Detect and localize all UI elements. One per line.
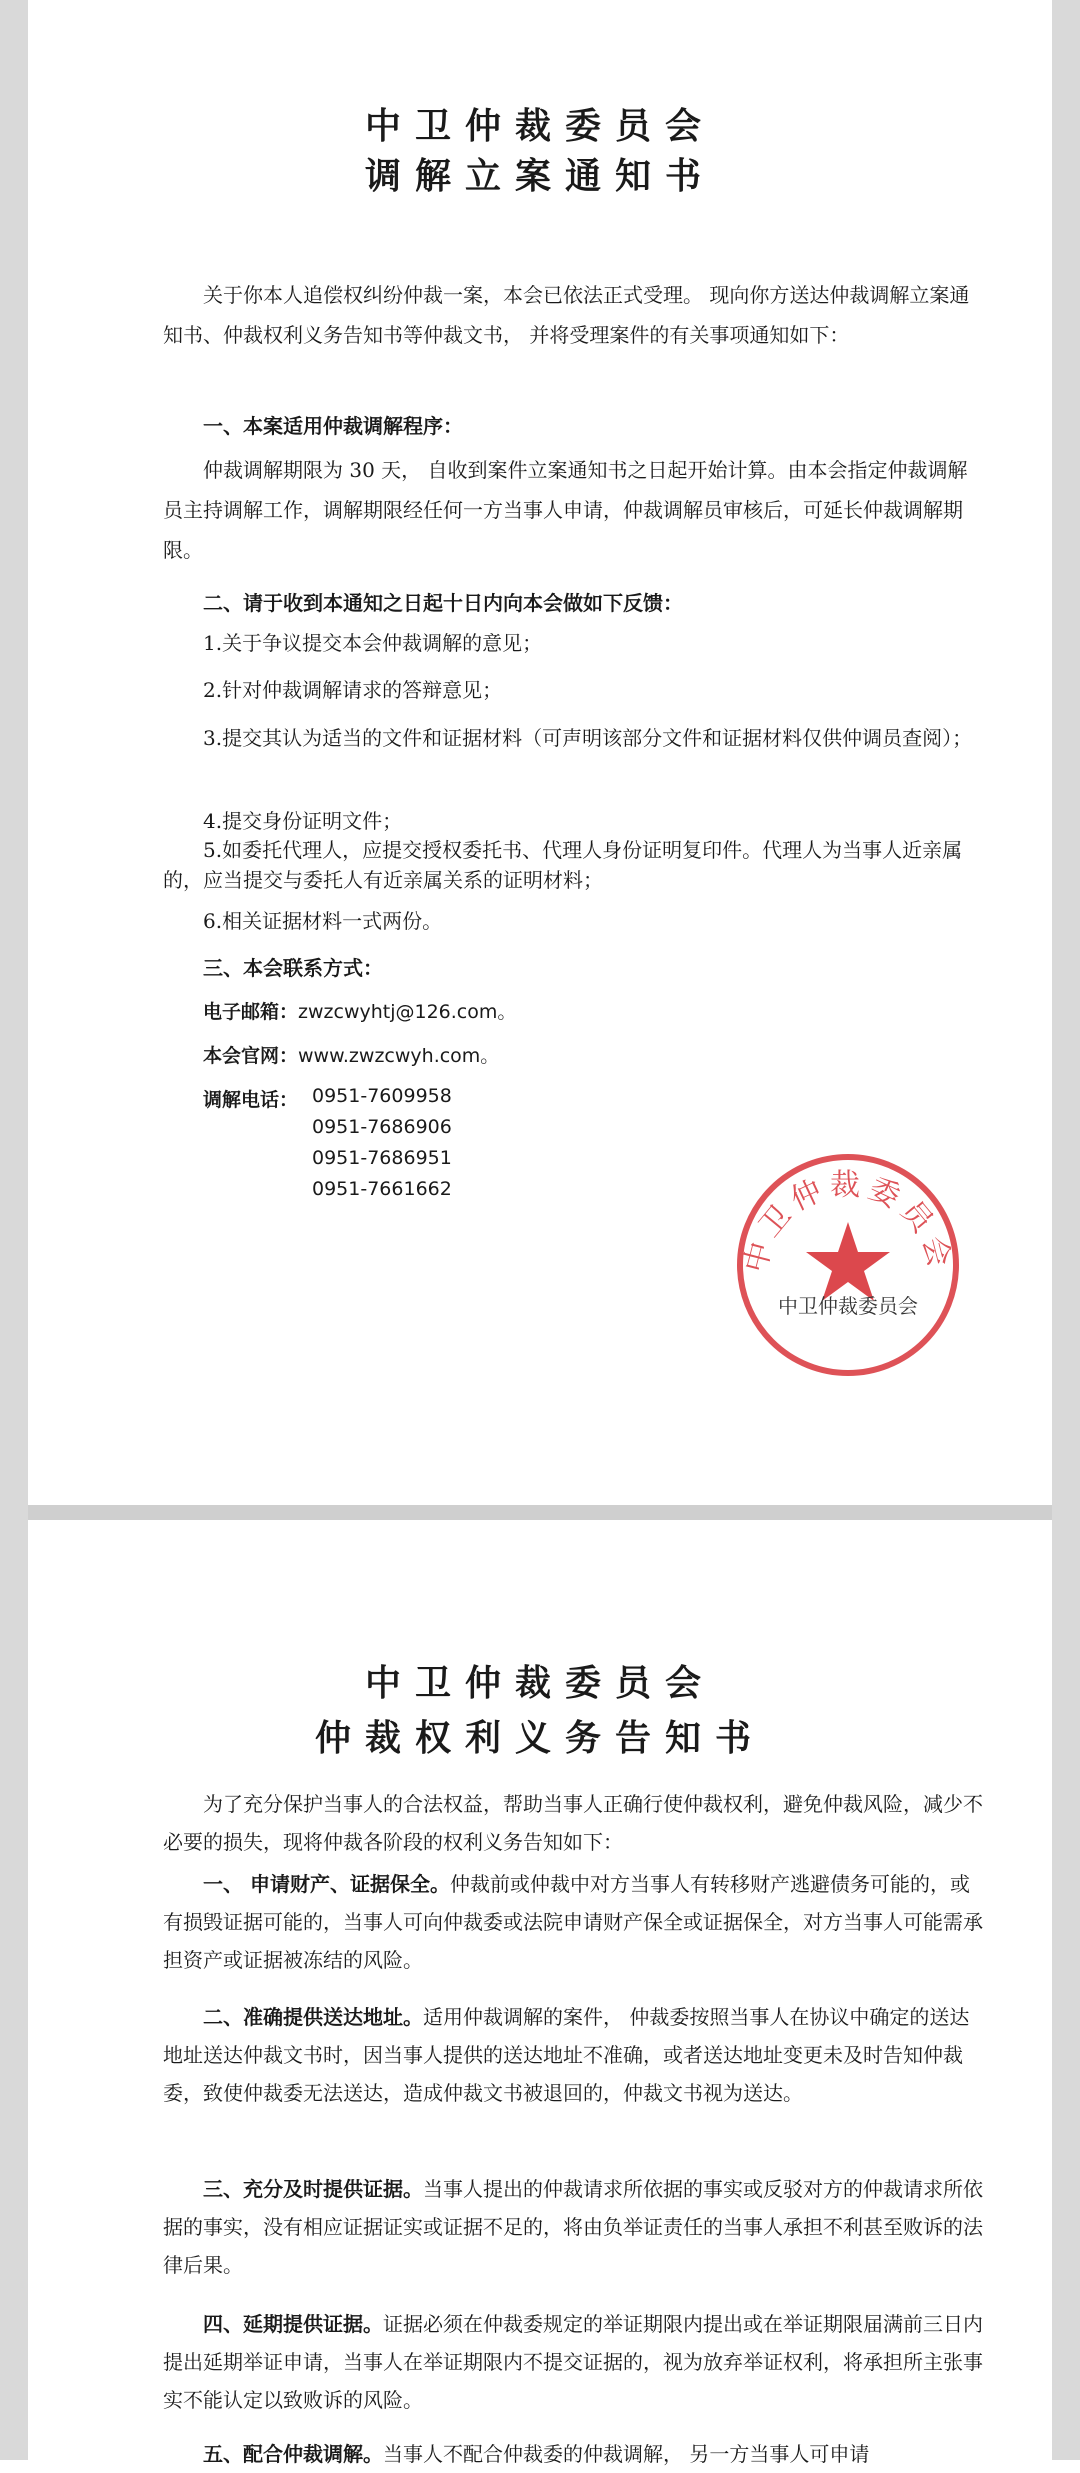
- page-divider: [28, 1505, 1052, 1520]
- list-item: 2.针对仲裁调解请求的答辩意见；: [203, 678, 503, 702]
- p1-body: 仲裁前或仲裁中对方当事人有转移财产逃避债务可能的，或有损毁证据可能的，当事人可向仲裁委或法院申请财产保全或证据保全，对方当事人可能需承担资产或证据被冻结的风险。: [163, 1872, 983, 1972]
- list-item: 6.相关证据材料一式两份。: [203, 909, 443, 933]
- right-margin: [1052, 0, 1080, 2460]
- official-seal-icon: [733, 1150, 963, 1380]
- section1-heading: 一、本案适用仲裁调解程序：: [203, 414, 463, 438]
- phone-label: [203, 1085, 298, 1112]
- page2-title-line2: 仲裁权利义务告知书: [314, 1717, 765, 1759]
- phone-number: 0951-7661662: [312, 1178, 452, 1200]
- p5-body: 当事人不配合仲裁委的仲裁调解， 另一方当事人可申请: [383, 2442, 870, 2466]
- p1-heading: 一、 申请财产、证据保全。: [203, 1872, 450, 1896]
- list-item: 5.如委托代理人，应提交授权委托书、代理人身份证明复印件。代理人为当事人近亲属的，应当提交与委托人有近亲属关系的证明材料；: [163, 838, 963, 892]
- list-item: 3.提交其认为适当的文件和证据材料（可声明该部分文件和证据材料仅供仲调员查阅）；: [203, 726, 973, 750]
- p4-heading: 四、延期提供证据。: [203, 2312, 383, 2336]
- p2-body: 适用仲裁调解的案件， 仲裁委按照当事人在协议中确定的送达地址送达仲裁文书时，因当事人提供的送达地址不准确，或者送达地址变更未及时告知仲裁委，致使仲裁委无法送达，造成仲裁文书被退回的，仲裁文书视为送达。: [163, 2005, 970, 2105]
- section2-heading: 二、请于收到本通知之日起十日内向本会做如下反馈：: [203, 591, 683, 615]
- p3-body: 当事人提出的仲裁请求所依据的事实或反驳对方的仲裁请求所依据的事实，没有相应证据证实或证据不足的，将由负举证责任的当事人承担不利甚至败诉的法律后果。: [163, 2177, 983, 2277]
- page2-intro: 为了充分保护当事人的合法权益，帮助当事人正确行使仲裁权利，避免仲裁风险，减少不必要的损失，现将仲裁各阶段的权利义务告知如下：: [163, 1792, 983, 1854]
- page2-title-line1: 中卫仲裁委员会: [364, 1662, 715, 1704]
- phone-number: 0951-7686951: [312, 1147, 452, 1169]
- rights-paragraph-2: [163, 1998, 983, 2112]
- phone-number: 0951-7609958: [312, 1085, 452, 1107]
- page1-title-line1: 中卫仲裁委员会: [364, 105, 715, 147]
- website-link[interactable]: www.zwzcwyh.com。: [298, 1045, 500, 1067]
- email-label: 电子邮箱：: [203, 1001, 299, 1023]
- section3-heading: 三、本会联系方式：: [203, 956, 383, 980]
- rights-paragraph-3: [163, 2170, 983, 2284]
- p4-body: 证据必须在仲裁委规定的举证期限内提出或在举证期限届满前三日内提出延期举证申请，当事人在举证期限内不提交证据的，视为放弃举证权利，将承担所主张事实不能认定以致败诉的风险。: [163, 2312, 983, 2412]
- page1-intro: 关于你本人追偿权纠纷仲裁一案，本会已依法正式受理。 现向你方送达仲裁调解立案通知书、仲裁权利义务告知书等仲裁文书， 并将受理案件的有关事项通知如下：: [163, 283, 970, 347]
- left-margin: [0, 0, 28, 2460]
- seal-text: 中卫仲裁委员会: [737, 1168, 959, 1277]
- website-row: [203, 1041, 499, 1068]
- rights-page: [28, 1520, 1052, 2466]
- list-item: 1.关于争议提交本会仲裁调解的意见；: [203, 631, 543, 655]
- section1-body: 仲裁调解期限为 30 天， 自收到案件立案通知书之日起开始计算。由本会指定仲裁调解员主持调解工作，调解期限经任何一方当事人申请，仲裁调解员审核后，可延长仲裁调解期限。: [163, 458, 968, 562]
- rights-paragraph-5: [163, 2435, 983, 2473]
- notice-page: [28, 0, 1052, 1505]
- page1-title-line2: 调解立案通知书: [364, 155, 715, 197]
- signature: 中卫仲裁委员会: [778, 1294, 918, 1318]
- p3-heading: 三、充分及时提供证据。: [203, 2177, 423, 2201]
- p5-heading: 五、配合仲裁调解。: [203, 2442, 383, 2466]
- phone-label-text: 调解电话：: [203, 1089, 299, 1111]
- phone-number: 0951-7686906: [312, 1116, 452, 1138]
- rights-paragraph-4: [163, 2305, 983, 2419]
- website-label: 本会官网：: [203, 1045, 299, 1067]
- email-row: [203, 997, 516, 1024]
- p2-heading: 二、准确提供送达地址。: [203, 2005, 423, 2029]
- rights-paragraph-1: [163, 1865, 983, 1979]
- email-link[interactable]: zwzcwyhtj@126.com。: [298, 1001, 517, 1023]
- list-item: 4.提交身份证明文件；: [203, 809, 403, 833]
